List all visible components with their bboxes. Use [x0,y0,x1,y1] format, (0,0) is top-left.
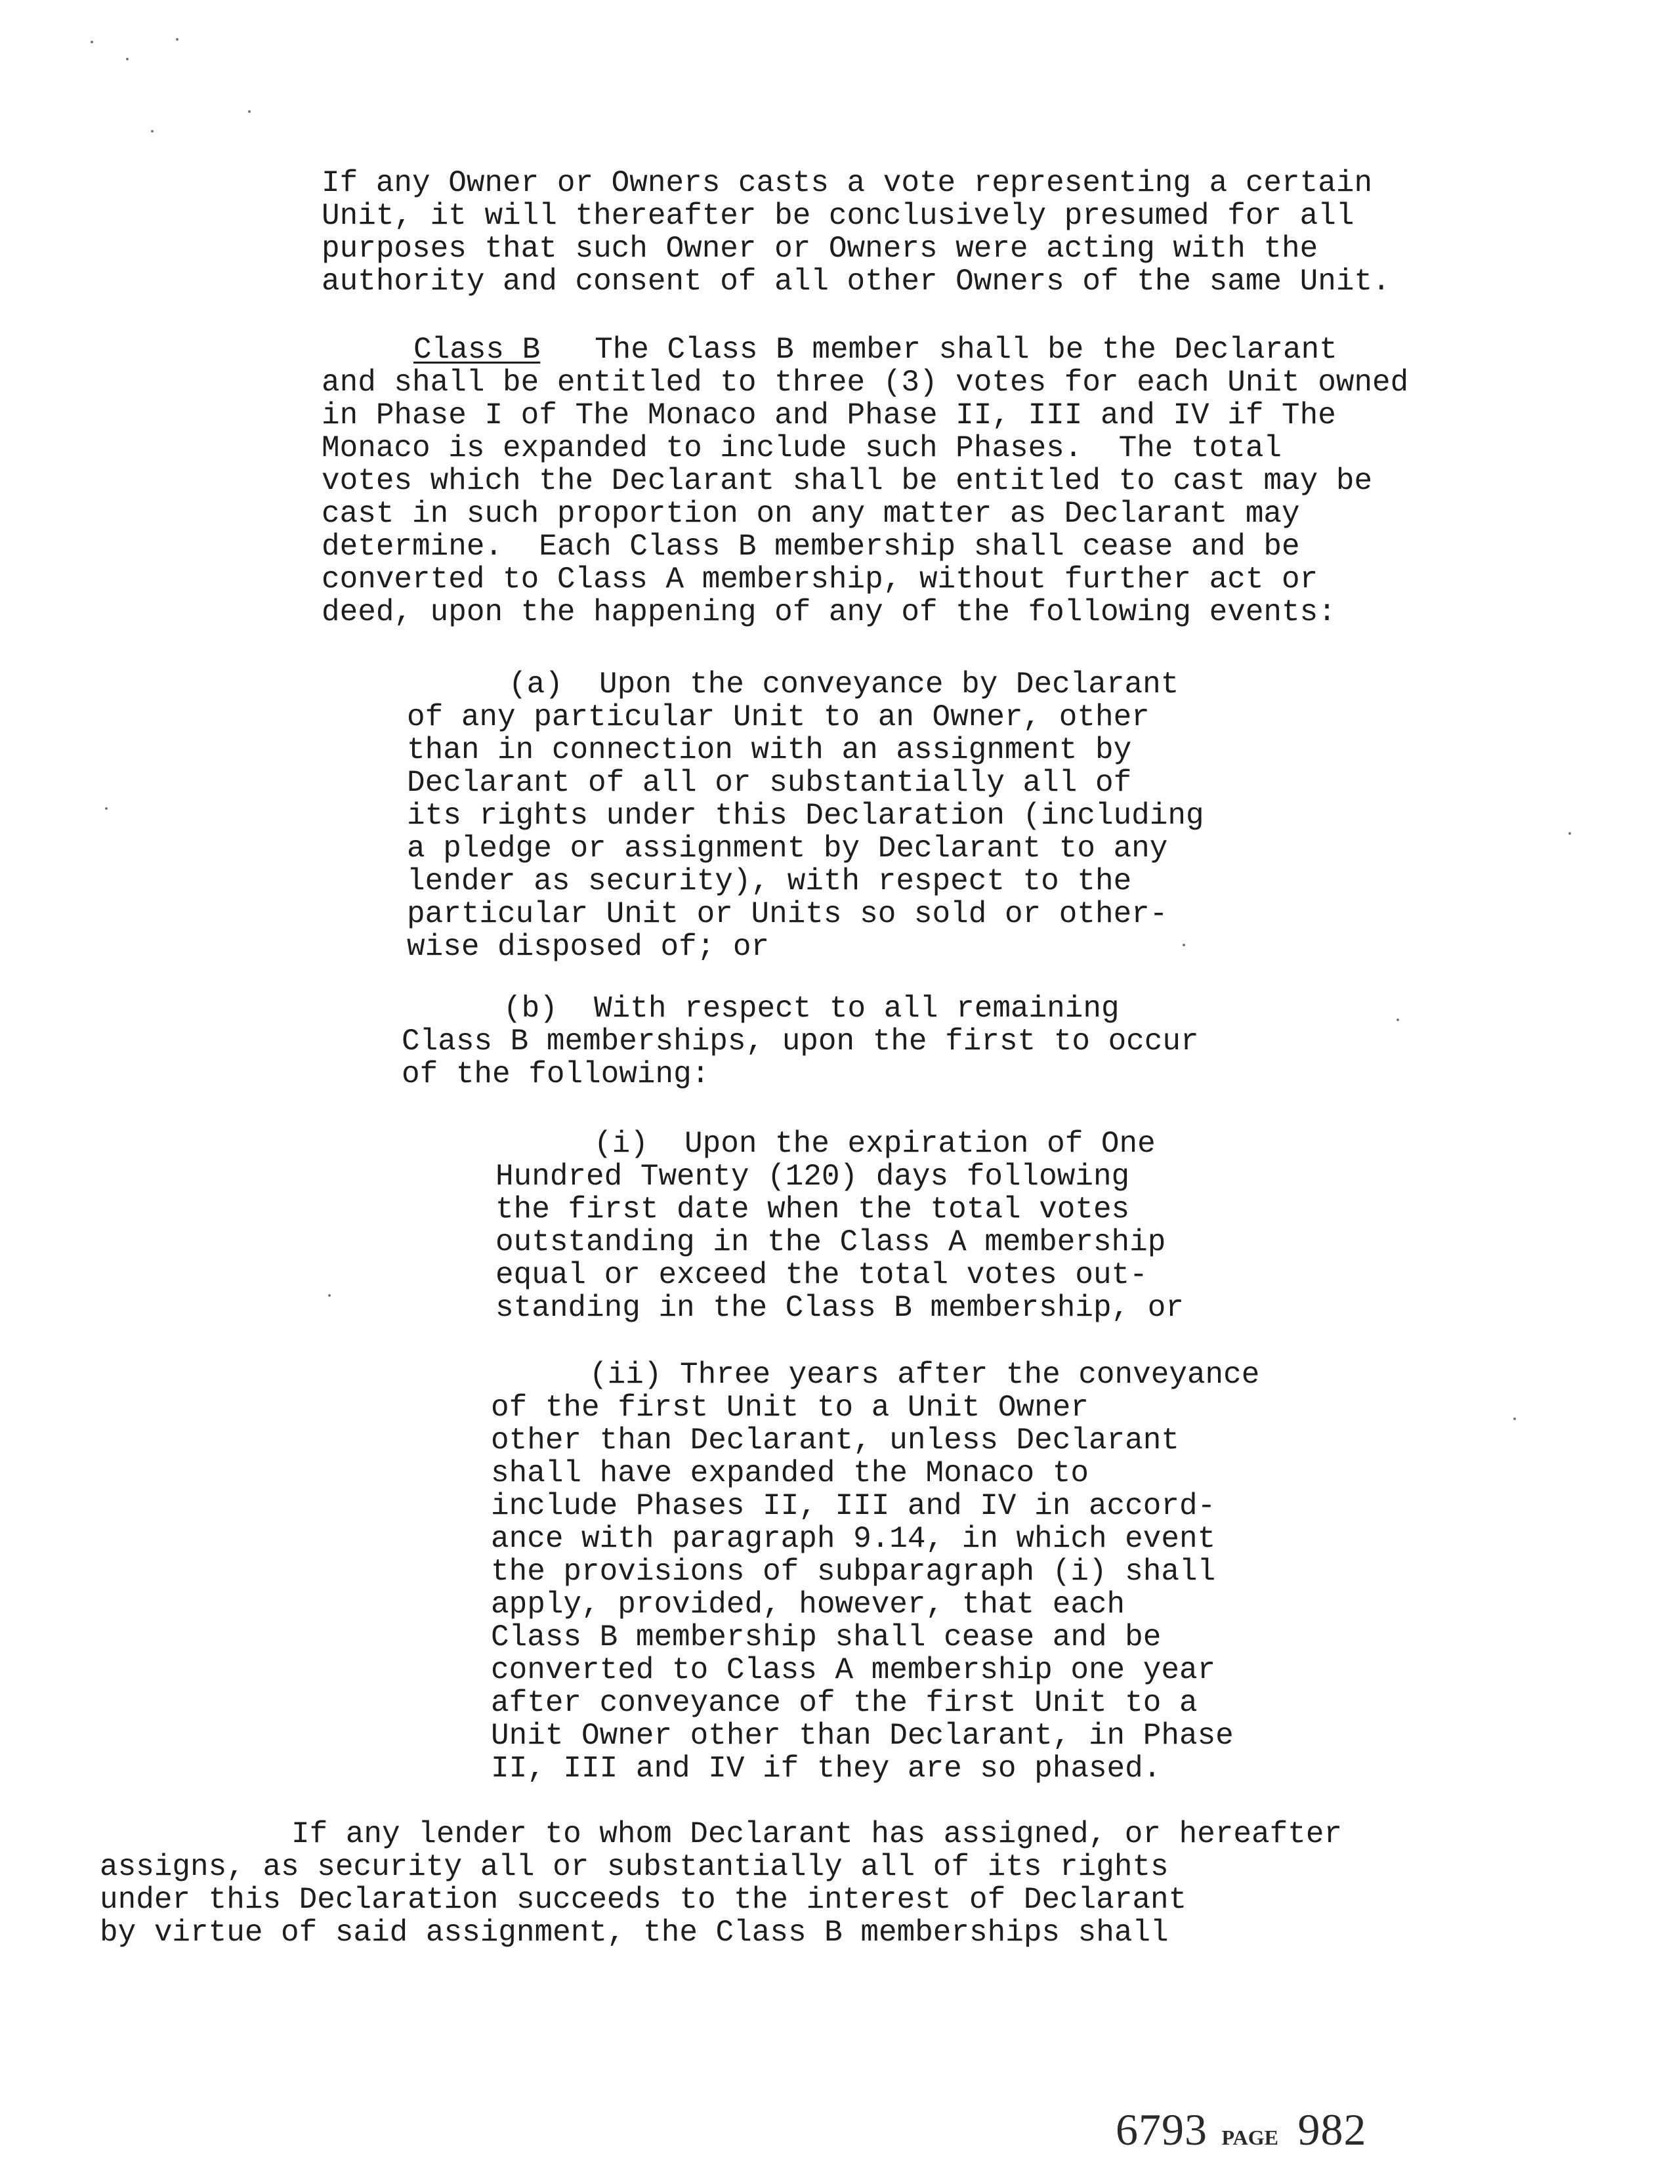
item-b-first-line: (b) With respect to all remaining [503,992,1120,1026]
text-line: Monaco is expanded to include such Phases. The total [322,431,1282,465]
text-line: Class B membership shall cease and be [491,1620,1162,1654]
page-label: PAGE [1221,2126,1279,2150]
text-line: authority and consent of all other Owners of the same Unit. [322,264,1391,299]
text-line: the first date when the total votes [495,1192,1130,1227]
scan-speck [1396,1018,1399,1021]
text-line: shall have expanded the Monaco to [491,1456,1089,1490]
text-line: Hundred Twenty (120) days following [495,1160,1130,1194]
book-number: 6793 [1116,2105,1208,2154]
text-line: under this Declaration succeeds to the interest of Declarant [100,1883,1187,1917]
scan-speck [176,38,178,41]
scan-speck [126,58,129,60]
text-line: determine. Each Class B membership shall cease and be [322,530,1300,564]
text-line: its rights under this Declaration (including [407,799,1204,833]
item-i [495,1127,1349,1324]
text-line: ance with paragraph 9.14, in which event [491,1522,1216,1556]
text-line: than in connection with an assignment by [407,733,1132,767]
text-line: purposes that such Owner or Owners were acting with the [322,232,1318,266]
text-line: equal or exceed the total votes out- [495,1258,1148,1292]
text-line: particular Unit or Units so sold or other- [407,897,1168,931]
text-line: of the first Unit to a Unit Owner [491,1391,1089,1425]
text-line: If any Owner or Owners casts a vote representing a certain [322,166,1373,200]
scan-speck [105,807,108,810]
text-line: the provisions of subparagraph (i) shall [491,1555,1216,1589]
scan-speck [1513,1418,1516,1420]
paragraph-lender [100,1818,1544,1949]
class-b-first-line [322,333,1516,366]
text-line: other than Declarant, unless Declarant [491,1423,1179,1458]
scan-speck [151,130,154,133]
text-line: of the following: [402,1057,710,1091]
item-ii [491,1358,1377,1785]
page-number: 982 [1297,2105,1367,2154]
text-line: votes which the Declarant shall be entitled to cast may be [322,464,1373,498]
item-i-first-line: (i) Upon the expiration of One [594,1127,1156,1161]
class-b-first-line-text: The Class B member shall be the Declarant [595,333,1337,367]
text-line: assigns, as security all or substantially all of its rights [100,1850,1169,1884]
text-line: include Phases II, III and IV in accord- [491,1489,1216,1523]
text-line: after conveyance of the first Unit to a [491,1686,1198,1720]
text-line: Declarant of all or substantially all of [407,766,1132,800]
scan-speck [1183,944,1185,946]
text-line: standing in the Class B membership, or [495,1291,1184,1325]
book-page-stamp [1116,2105,1367,2154]
paragraph-owner-vote [322,167,1516,298]
text-line: in Phase I of The Monaco and Phase II, III and IV if The [322,398,1336,432]
scan-speck [248,110,251,113]
text-line: converted to Class A membership, without further act or [322,562,1318,597]
text-line: apply, provided, however, that each [491,1587,1125,1622]
item-ii-first-line: (ii) Three years after the conveyance [589,1358,1260,1392]
item-b [402,992,1320,1091]
text-line: cast in such proportion on any matter as Declarant may [322,497,1300,531]
class-b-heading: Class B [413,333,541,367]
text-line: II, III and IV if they are so phased. [491,1752,1162,1786]
text-line: wise disposed of; or [407,930,770,964]
scan-speck [328,1294,331,1297]
item-a-first-line: (a) Upon the conveyance by Declarant [509,667,1179,702]
text-line: converted to Class A membership one year [491,1653,1216,1687]
text-line: by virtue of said assignment, the Class B memberships shall [100,1916,1169,1950]
text-line: a pledge or assignment by Declarant to any [407,831,1168,866]
text-line: outstanding in the Class A membership [495,1225,1166,1259]
lender-first-line: If any lender to whom Declarant has assigned, or hereafter [291,1817,1343,1851]
text-line: Unit, it will thereafter be conclusively presumed for all [322,199,1354,233]
paragraph-class-b [322,333,1516,629]
text-line: Unit Owner other than Declarant, in Phase [491,1719,1234,1753]
scan-speck [1568,832,1571,835]
item-a [407,668,1326,963]
scan-speck [91,41,93,43]
text-line: and shall be entitled to three (3) votes for each Unit owned [322,366,1409,400]
text-line: Class B memberships, upon the first to occur [402,1024,1199,1059]
text-line: of any particular Unit to an Owner, other [407,700,1150,734]
text-line: deed, upon the happening of any of the following events: [322,595,1336,629]
text-line: lender as security), with respect to the [407,864,1132,898]
